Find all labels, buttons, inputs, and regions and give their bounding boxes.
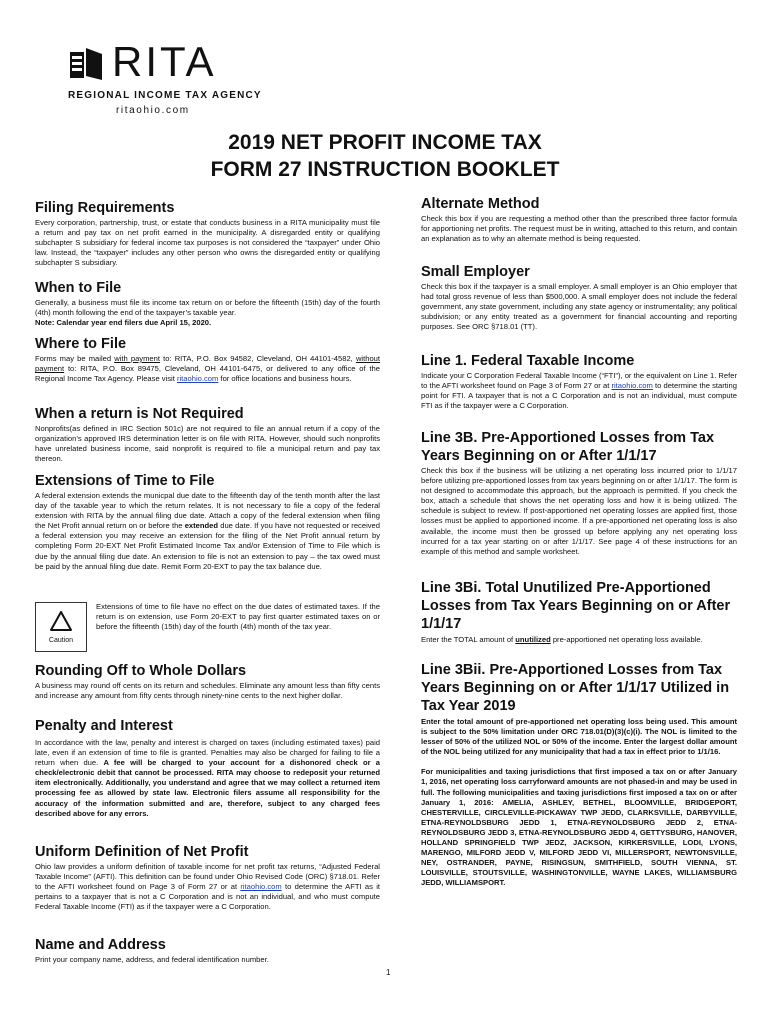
logo-wordmark: RITA (112, 38, 217, 85)
page-title-line1: 2019 NET PROFIT INCOME TAX (228, 131, 542, 154)
logo-agency-name: REGIONAL INCOME TAX AGENCY (68, 90, 262, 101)
section-line3b (421, 429, 737, 557)
section-body-2: For municipalities and taxing jurisdictions that first imposed a tax on or after January 1, 2016, net operating loss carryforward amounts are not phased-in and may be used in full. The following municipalities and taxing jurisdictions first imposed a tax on or after January 1, 2016: AMELIA, ASHLEY, BETHEL, BLOOMVILLE, BRIDGEPORT, CHESTERVILLE, CIRCLEVILLE-PICKAWAY TWP JEDD, CLARKSVILLE, DARBYVILLE, ETNA-REYNOLDSBURG JEDD 1, ETNA-REYNOLDSBURG JEDD 2, ETNA-REYNOLDSBURG JEDD 3, ETNA-REYNOLDSBURG JEDD 4, GETTYSBURG, HANOVER, HOLLAND SPRINGFIELD TWP JEDZ, JACKSON, KIRKERSVILLE, LODI, LYONS, MARENGO, MILFORD JEDD V, MILFORD JEDD VI, MILLERSPORT, NEWTONSVILLE, NEY, OSTRANDER, PAYNE, RISINGSUN, SMITHFIELD, SOUTH VIENNA, ST. LOUISVILLE, STOUTSVILLE, WASHINGTONVILLE, WAYNE LAKES, WILLIAMSBURG JEDD, WILLIAMSPORT. (421, 767, 737, 888)
section-name-address (35, 936, 380, 965)
section-return-not-required (35, 405, 380, 464)
section-where-to-file (35, 335, 380, 384)
section-line3bii (421, 661, 737, 889)
section-body: Check this box if the business will be utilizing a net operating loss incurred prior to 1/1/17 before utilizing pre-apportioned losses from tax years beginning on or after 1/1/17. The form is not designed to accommodate this approach, but the approach is permitted. If you check the box, attach a schedule that shows the net operating loss and how it is being utilized. The schedule is subject to review. If post-apportioned net operating losses are applied first, those losses must be applied to apportioned income. If a pre-apportioned net operating loss is also available, the income must then be grossed up before applying any net operating loss incurred for a tax year starting on or after 1/1/17. See page 4 of these instructions for an example of this method and sample worksheet. (421, 466, 737, 556)
section-heading: Alternate Method (421, 196, 540, 212)
section-body: Enter the TOTAL amount of unutilized pre-apportioned net operating loss available. (421, 635, 703, 644)
rita-building-icon (68, 46, 104, 82)
section-body-1: Enter the total amount of pre-apportioned net operating loss being used. This amount is subject to the 50% limitation under ORC 718.01(D)(3)(c)(i). The NOL is limited to the lesser of 50% of the utilized NOL or 50% of the income. Enter the largest dollar amount of the NOL being utilized for any municipality that had a tax in effect prior to 1/1/16. (421, 717, 737, 757)
section-body: A federal extension extends the municpal due date to the fifteenth day of the tenth month after the last day of the taxable year to which the return relates. It is not necessary to file a copy of the federal extension with RITA by the annual filing due date. Attach a copy of the federal extension when filing the Net Profit annual return on or before the extended due date. If you have not requested or received a federal extension you may receive an extension for the filing of the Net Profit annual return by completing Form 20-EXT Net Profit Estimated Income Tax and/or Extension of Time to File which is due by the annual filing due date. An extension to file is not an extension to pay – the tax owed must be paid by the annual filing due date. Remit Form 20-EXT to pay the tax balance due. (35, 491, 380, 571)
section-heading: Rounding Off to Whole Dollars (35, 663, 247, 679)
section-when-to-file (35, 279, 380, 328)
section-body: Nonprofits(as defined in IRC Section 501c) are not required to file an annual return if a copy of the organization’s approved IRS determination letter is on file with RITA. However, should such nonprofits have unrelated business income, said nonprofit is required to file a municipal return and pay tax thereon. (35, 424, 380, 464)
section-heading: Penalty and Interest (35, 718, 173, 734)
rita-logo (68, 38, 262, 122)
section-body: In accordance with the law, penalty and interest is charged on taxes (including estimated taxes) paid late, even if an extension of time to file is granted. Penalties may also be charged for failing to file a return when due. A fee will be charged to your account for a dishonored check or a check/electronic debit that cannot be processed. RITA may choose to redeposit your returned item electronically. Additionally, you understand and agree that we may collect a returned item processing fee as allowed by state law. Electronic filers assume all responsibility for the accuracy of the information submitted and are, therefore, subject to any charged fees described above for any errors. (35, 738, 380, 818)
section-line3bi (421, 579, 737, 645)
section-heading: When to File (35, 280, 122, 296)
caution-box (35, 602, 87, 652)
section-body: A business may round off cents on its return and schedules. Eliminate any amount less than fifty cents and increase any amount from fifty cents through ninety-nine cents to the next higher dollar. (35, 681, 380, 701)
page-title-line2: FORM 27 INSTRUCTION BOOKLET (210, 158, 560, 181)
section-heading: Line 3B. Pre-Apportioned Losses from Tax Years Beginning on or After 1/1/17 (421, 430, 715, 464)
caution-callout (35, 602, 380, 658)
ritaohio-link[interactable]: ritaohio.com (176, 374, 219, 384)
caution-text: Extensions of time to file have no effect on the due dates of estimated taxes. If the return is on extension, use Form 20-EXT to pay first quarter estimated taxes on or before the fifteenth (15th) day of the fourth (4th) month of the tax year. (96, 602, 380, 632)
ritaohio-link[interactable]: ritaohio.com (611, 381, 653, 391)
section-body: Generally, a business must file its income tax return on or before the fifteenth (15th) day of the fourth (4th) month following the end of the taxpayer’s taxable year. (35, 298, 380, 318)
section-body: Check this box if the taxpayer is a small employer. A small employer is an Ohio employer that had total gross revenue of less than $500,000. A small employer does not include the federal government, any state government, including any state agency or instrumentality; any political subdivision; or any entity treated as a government for financial accounting and reporting purposes. See ORC §718.01 (TT). (421, 282, 737, 332)
section-body: Print your company name, address, and federal identification number. (35, 955, 269, 964)
section-rounding (35, 662, 380, 701)
section-heading: Extensions of Time to File (35, 473, 215, 489)
section-heading: Filing Requirements (35, 200, 175, 216)
section-heading: Uniform Definition of Net Profit (35, 844, 249, 860)
section-small-employer (421, 263, 737, 332)
section-body: Indicate your C Corporation Federal Taxable Income (“FTI”), or the equivalent on Line 1. Refer to the AFTI worksheet found on Page 3 of Form 27 or at ritaohio.com to determine the starting point for FTI. A taxpayer that is not a C Corporation and is not an individual, must compute FTI as if the taxpayer were a C Corporation. (421, 371, 738, 411)
section-heading: Line 1. Federal Taxable Income (421, 353, 635, 369)
section-penalty-interest (35, 717, 380, 819)
section-heading: Line 3Bii. Pre-Apportioned Losses from Tax Years Beginning on or After 1/1/17 Utilized in Tax Year 2019 (421, 662, 730, 714)
section-body: Every corporation, partnership, trust, or estate that conducts business in a RITA municipality must file a return and pay tax on net profit earned in the municipality. A disregarded entity or qualifying subchapter S subsidiary for federal income tax purposes is not considered the “taxpayer” under Ohio law. Instead, the “taxpayer” includes any other person who owns the disregarded entity or qualifying subchapter S subsidiary. (35, 218, 380, 268)
section-heading: Where to File (35, 336, 127, 352)
section-body: Forms may be mailed with payment to: RITA, P.O. Box 94582, Cleveland, OH 44101-4582, without payment to: RITA, P.O. Box 89475, Cleveland, OH 44101-6475, or delivered to any office of the Regional Income Tax Agency. Please visit ritaohio.com for office locations and business hours. (35, 354, 380, 384)
section-alternate-method (421, 195, 737, 244)
ritaohio-link[interactable]: ritaohio.com (240, 882, 282, 892)
logo-url[interactable]: ritaohio.com (116, 105, 190, 116)
section-heading: Name and Address (35, 937, 166, 953)
section-line1 (421, 352, 737, 411)
due-date-note: Note: Calendar year end filers due April 15, 2020. (35, 318, 212, 328)
section-filing-requirements (35, 199, 380, 268)
section-heading: Line 3Bi. Total Unutilized Pre-Apportioned Losses from Tax Years Beginning on or After 1/1/17 (421, 580, 731, 632)
section-uniform-definition (35, 843, 380, 912)
warning-triangle-icon (49, 610, 73, 632)
section-body: Ohio law provides a uniform definition of taxable income for net profit tax returns, “Adjusted Federal Taxable Income” (AFTI). This definition can be found under Ohio Revised Code (ORC) §718.01. Refer to the AFTI worksheet found on Page 3 of Form 27 or at ritaohio.com to determine the AFTI as it pertains to a taxpayer that is not a C Corporation and is not an individual, and who must compute Federal Taxable Income (FTI) as if the taxpayer were a C Corporation. (35, 862, 380, 912)
section-extensions (35, 472, 380, 572)
page-number: 1 (386, 968, 391, 977)
caution-label: Caution (48, 637, 74, 644)
section-body: Check this box if you are requesting a method other than the prescribed three factor formula for apportioning net profits. The request must be in writing, attached to this return, and contain an explanation as to why an alternate method is being requested. (421, 214, 737, 244)
section-heading: When a return is Not Required (35, 406, 244, 422)
section-heading: Small Employer (421, 264, 530, 280)
